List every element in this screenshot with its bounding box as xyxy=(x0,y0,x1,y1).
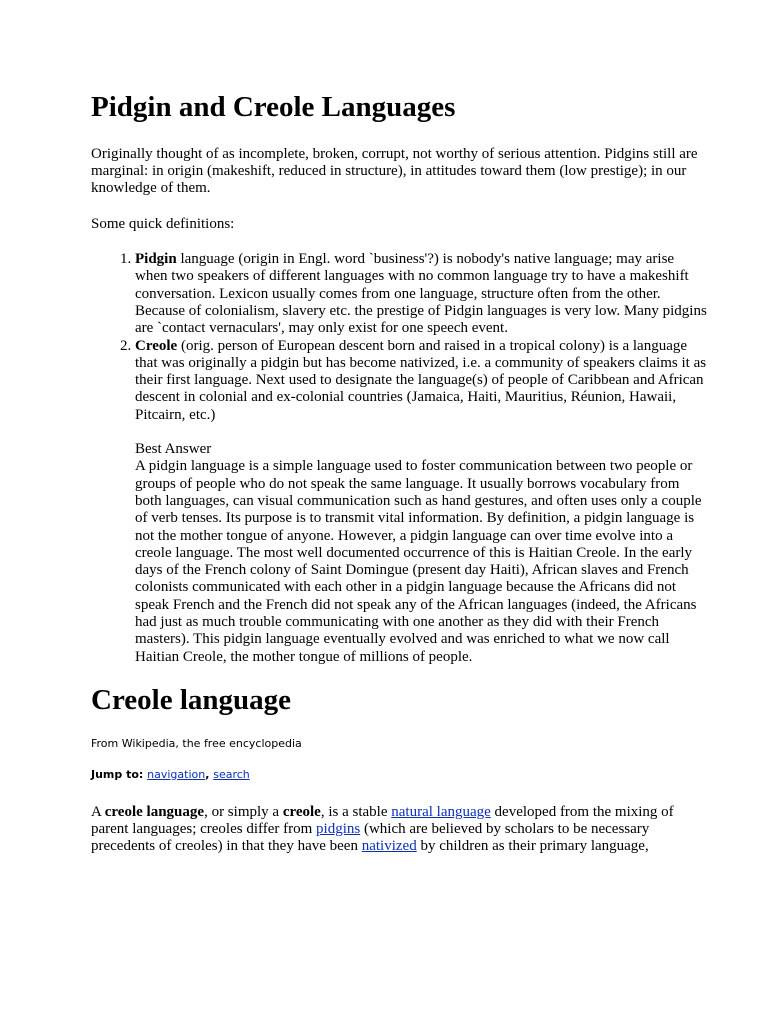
text-run: (which are believed by scholars to be necessary precedents of creoles) in that they have been xyxy=(91,821,650,855)
text-run: developed from the mixing of parent languages; creoles differ from xyxy=(91,803,674,838)
section-title-creole-language: Creole language xyxy=(91,683,292,716)
definition-item-creole xyxy=(135,338,708,666)
text-run: , or simply a xyxy=(204,803,283,820)
jump-to-label: Jump to: xyxy=(91,767,148,781)
best-answer-label: Best Answer xyxy=(135,441,212,458)
definition-item-pidgin xyxy=(135,251,708,337)
definition-text: (orig. person of European descent born and raised in a tropical colony) is a language that was originally a pidgin but has become nativized, i.e. a community of speakers claims it as their first language. Next used to designate the language(s) of people of Caribbean and African descent in colonial and ex-colonial countries (Jamaica, Haiti, Mauritius, Réunion, Hawaii, Pitcairn, etc.) xyxy=(135,337,707,423)
definition-term: Pidgin xyxy=(135,251,177,268)
text-run: by children as their primary language, xyxy=(416,838,649,855)
natural-language-link[interactable]: natural language xyxy=(391,803,491,820)
best-answer-text: A pidgin language is a simple language used to foster communication between two people or groups of people who do not speak the same language. It usually borrows vocabulary from both languages, can visual communication such as hand gestures, and often uses only a couple of verb tenses. Its purpose is to transmit vital information. By definition, a pidgin language is not the mother tongue of anyone. However, a pidgin language can over time evolve into a creole language. The most well documented occurrence of this is Haitian Creole. In the early days of the French colony of Saint Domingue (present day Haiti), African slaves and French colonists communicated with each other in a pidgin language because the Africans did not speak French and the French did not speak any of the African languages (indeed, the Africans had just as much trouble communicating with one another as they did with their French masters). This pidgin language eventually evolved and was enriched to what we now call Haitian Creole, the mother tongue of millions of people. xyxy=(135,458,702,665)
bold-term: creole xyxy=(282,803,321,820)
nativized-link[interactable]: nativized xyxy=(361,838,417,855)
definition-term: Creole xyxy=(135,337,178,354)
jump-to-line xyxy=(91,768,708,782)
definition-text: language (origin in Engl. word `business'?) is nobody's native language; may arise when two speakers of different languages with no common language try to have a makeshift conversation. Lexicon usually comes from one language, structure often from the other. Because of colonialism, slavery etc. the prestige of Pidgin languages is very low. Many pidgins are `contact vernaculars', may only exist for one speech event. xyxy=(135,251,707,337)
creole-paragraph xyxy=(91,804,708,856)
source-line: From Wikipedia, the free encyclopedia xyxy=(91,736,302,750)
bold-term: creole language xyxy=(104,803,205,820)
intro-paragraph: Originally thought of as incomplete, broken, corrupt, not worthy of serious attention. Pidgins still are marginal: in origin (makeshift, reduced in structure), in attitudes toward them (low prestige); in our knowledge of them. xyxy=(91,145,698,197)
text-run: A xyxy=(91,803,105,820)
definitions-list xyxy=(91,251,708,666)
page-title: Pidgin and Creole Languages xyxy=(91,91,456,123)
pidgins-link[interactable]: pidgins xyxy=(316,821,361,838)
navigation-link[interactable]: navigation xyxy=(147,767,206,781)
search-link[interactable]: search xyxy=(213,767,250,781)
text-run: , is a stable xyxy=(320,803,392,820)
jump-separator: , xyxy=(205,767,214,781)
definitions-lead: Some quick definitions: xyxy=(91,215,235,232)
